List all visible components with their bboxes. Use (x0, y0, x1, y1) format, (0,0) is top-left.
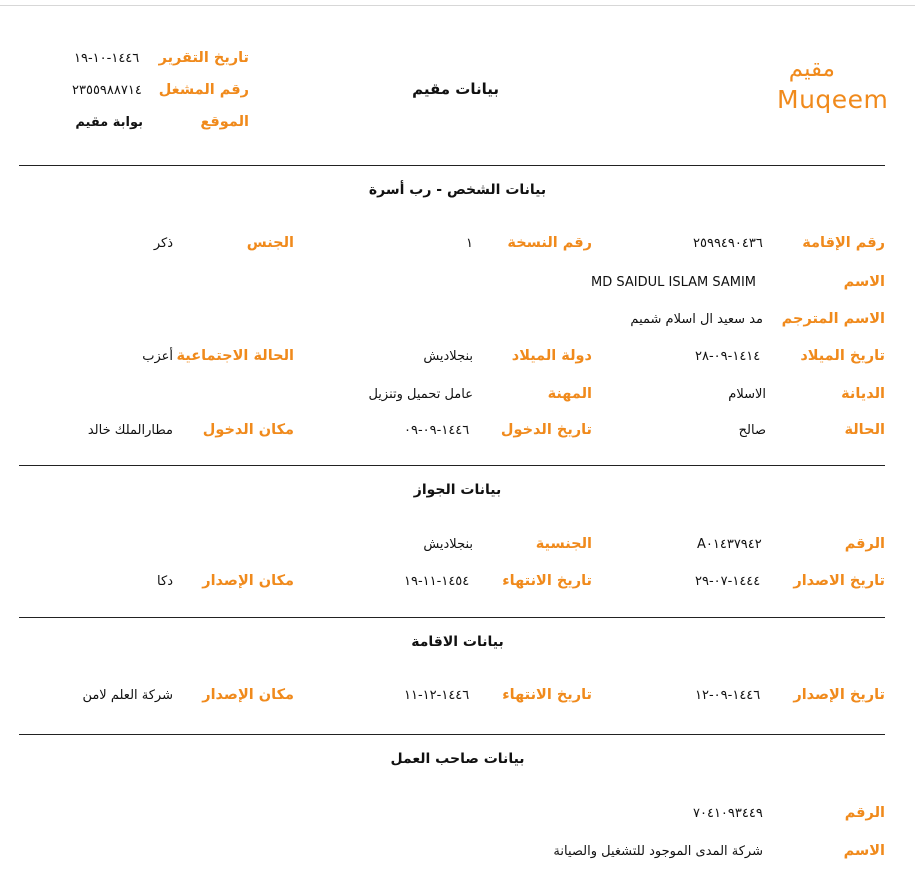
passport-number-value: A٠١٤٣٧٩٤٢ (697, 537, 762, 552)
person-section-title: بيانات الشخص - رب أسرة (368, 182, 547, 198)
nationality-value: بنجلاديش (423, 537, 473, 552)
employer-name-label: الاسم (843, 843, 885, 859)
location-value: بوابة مقيم (75, 115, 143, 130)
nationality-label: الجنسية (535, 536, 592, 552)
location-label: الموقع (200, 114, 249, 130)
birth-date-label: تاريخ الميلاد (800, 348, 885, 364)
employer-name-value: شركة المدى الموجود للتشغيل والصيانة (553, 844, 763, 859)
birth-date-value: ١٤١٤-٠٩-٢٨ (695, 349, 761, 364)
iqama-number-label: رقم الإقامة (802, 235, 885, 251)
name-label: الاسم (843, 274, 885, 290)
passport-issue-place-label: مكان الإصدار (202, 573, 294, 589)
copy-number-label: رقم النسخة (507, 235, 592, 251)
residency-issue-date-label: تاريخ الإصدار (793, 687, 885, 703)
passport-issue-place-value: دكا (157, 574, 173, 589)
gender-label: الجنس (246, 235, 294, 251)
residency-issue-date-value: ١٤٤٦-٠٩-١٢ (695, 688, 761, 703)
passport-expiry-date-value: ١٤٥٤-١١-١٩ (404, 574, 470, 589)
passport-issue-date-value: ١٤٤٤-٠٧-٢٩ (695, 574, 761, 589)
employer-number-value: ٧٠٤١٠٩٣٤٤٩ (693, 806, 763, 821)
entry-place-label: مكان الدخول (202, 422, 294, 438)
muqeem-logo-arabic: مقيم (788, 56, 835, 82)
entry-place-value: مطارالملك خالد (87, 423, 173, 438)
employer-section-title: بيانات صاحب العمل (390, 751, 525, 767)
top-divider (0, 5, 915, 6)
entry-date-value: ١٤٤٦-٠٩-٠٩ (404, 423, 470, 438)
occupation-label: المهنة (547, 386, 592, 402)
iqama-number-value: ٢٥٩٩٤٩٠٤٣٦ (693, 236, 763, 251)
passport-section-title: بيانات الجواز (413, 482, 502, 498)
birth-country-label: دولة الميلاد (511, 348, 592, 364)
passport-issue-date-label: تاريخ الاصدار (793, 573, 885, 589)
status-value: صالح (738, 423, 766, 438)
entry-date-label: تاريخ الدخول (500, 422, 592, 438)
name-value: MD SAIDUL ISLAM SAMIM (591, 275, 757, 290)
operator-value: ٢٣٥٥٩٨٨٧١٤ (72, 83, 142, 98)
religion-label: الديانة (841, 386, 885, 402)
operator-label: رقم المشغل (158, 82, 249, 98)
section-divider (19, 734, 885, 735)
status-label: الحالة (844, 422, 885, 438)
employer-number-label: الرقم (844, 805, 885, 821)
residency-issue-place-value: شركة العلم لامن (82, 688, 173, 703)
gender-value: ذكر (153, 236, 173, 251)
residency-issue-place-label: مكان الإصدار (202, 687, 294, 703)
section-divider (19, 617, 885, 618)
report-date-label: تاريخ التقرير (158, 50, 249, 66)
section-divider (19, 165, 885, 166)
section-divider (19, 465, 885, 466)
translated-name-value: مد سعيد ال اسلام شميم (630, 312, 763, 327)
page-title: بيانات مقيم (412, 80, 499, 98)
occupation-value: عامل تحميل وتنزيل (368, 387, 473, 402)
residency-expiry-date-value: ١٤٤٦-١٢-١١ (404, 688, 470, 703)
marital-status-label: الحالة الاجتماعية (176, 348, 294, 364)
residency-section-title: بيانات الاقامة (411, 634, 504, 650)
passport-number-label: الرقم (844, 536, 885, 552)
marital-status-value: أعزب (142, 349, 173, 364)
birth-country-value: بنجلاديش (423, 349, 473, 364)
copy-number-value: ١ (466, 236, 473, 251)
muqeem-logo-english: Muqeem (777, 85, 889, 114)
residency-expiry-date-label: تاريخ الانتهاء (502, 687, 592, 703)
religion-value: الاسلام (728, 387, 766, 402)
translated-name-label: الاسم المترجم (781, 311, 885, 327)
passport-expiry-date-label: تاريخ الانتهاء (502, 573, 592, 589)
report-date-value: ١٤٤٦-١٠-١٩ (74, 51, 140, 66)
